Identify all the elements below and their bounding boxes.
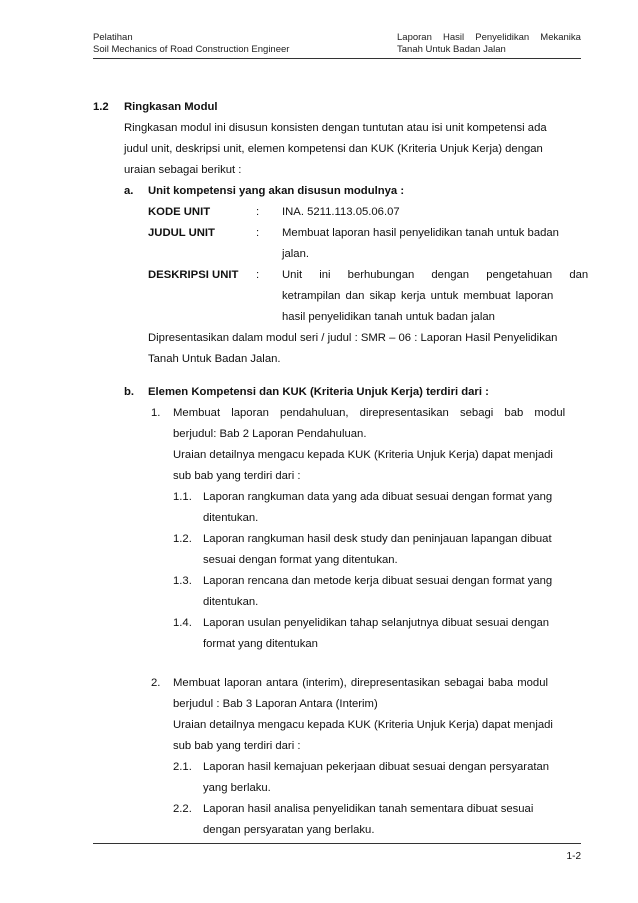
text-line: judul unit, deskripsi unit, elemen kompetensi dan KUK (Kriteria Unjuk Kerja) dengan (124, 143, 543, 155)
text-line: Uraian detailnya mengacu kepada KUK (Kriteria Unjuk Kerja) dapat menjadi (173, 719, 553, 731)
text-line: Membuat laporan antara (interim), direpresentasikan sebagai baba modul (173, 677, 548, 689)
part-a-note (148, 328, 581, 370)
unit-colon: : (256, 269, 260, 281)
section-number: 1.2 (93, 101, 109, 113)
header-course-title: Soil Mechanics of Road Construction Engineer (93, 44, 290, 55)
text-line: Laporan rangkuman hasil desk study dan peninjauan lapangan dibuat (203, 533, 552, 545)
sub-item (93, 613, 581, 634)
unit-value: ketrampilan dan sikap kerja untuk membuat laporan (282, 290, 554, 302)
sub-item-number: 1.2. (173, 533, 192, 545)
text-line: Laporan hasil analisa penyelidikan tanah sementara dibuat sesuai (203, 803, 534, 815)
part-b-label: b. (124, 386, 135, 398)
unit-value: Membuat laporan hasil penyelidikan tanah untuk badan (282, 227, 559, 239)
text-line: Laporan hasil kemajuan pekerjaan dibuat sesuai dengan persyaratan (203, 761, 550, 773)
unit-row-deskripsi-cont (93, 307, 581, 328)
page-content (93, 97, 589, 841)
sub-item-number: 1.3. (173, 575, 192, 587)
sub-item (93, 529, 581, 550)
text-line: ditentukan. (203, 512, 259, 524)
text-line: Laporan rangkuman data yang ada dibuat sesuai dengan format yang (203, 491, 553, 503)
text-line: yang berlaku. (203, 782, 271, 794)
text-line: berjudul: Bab 2 Laporan Pendahuluan. (173, 428, 367, 440)
sub-item (93, 799, 581, 820)
list-item (93, 403, 581, 655)
header-word: Laporan (397, 32, 432, 43)
footer-rule (93, 843, 581, 844)
item-number: 2. (151, 677, 161, 689)
sub-item-number: 1.4. (173, 617, 192, 629)
header-word: Mekanika (540, 32, 581, 43)
list-item (93, 673, 581, 841)
text-line: sesuai dengan format yang ditentukan. (203, 554, 398, 566)
unit-key: JUDUL UNIT (148, 227, 215, 239)
unit-row-kode (93, 202, 581, 223)
text-line: sub bab yang terdiri dari : (173, 470, 301, 482)
text-line: Ringkasan modul ini disusun konsisten dengan tuntutan atau isi unit kompetensi ada (124, 122, 547, 134)
text-line: Uraian detailnya mengacu kepada KUK (Kriteria Unjuk Kerja) dapat menjadi (173, 449, 553, 461)
part-a-heading (93, 181, 581, 202)
section-intro (124, 118, 581, 181)
text-line: format yang ditentukan (203, 638, 318, 650)
header-word: Hasil (443, 32, 465, 43)
unit-value: hasil penyelidikan tanah untuk badan jalan (282, 311, 495, 323)
text-line: Laporan usulan penyelidikan tahap selanjutnya dibuat sesuai dengan (203, 617, 550, 629)
sub-item (93, 571, 581, 592)
text-line: uraian sebagai berikut : (124, 164, 242, 176)
sub-item-number: 2.2. (173, 803, 192, 815)
unit-key: KODE UNIT (148, 206, 211, 218)
section-heading (93, 97, 581, 118)
unit-row-judul-cont (93, 244, 581, 265)
sub-item-number: 1.1. (173, 491, 192, 503)
item-number: 1. (151, 407, 161, 419)
part-b-heading (93, 382, 581, 403)
unit-value: jalan. (282, 248, 310, 260)
header-right (397, 32, 581, 56)
header-training-label: Pelatihan (93, 32, 133, 43)
part-b-title: Elemen Kompetensi dan KUK (Kriteria Unjuk Kerja) terdiri dari : (148, 386, 489, 398)
text-line: Laporan rencana dan metode kerja dibuat sesuai dengan format yang (203, 575, 553, 587)
unit-colon: : (256, 206, 260, 218)
unit-row-judul (93, 223, 581, 244)
unit-row-deskripsi-cont (93, 286, 581, 307)
text-line: Membuat laporan pendahuluan, direpresentasikan sebagi bab modul (173, 407, 566, 419)
sub-item (93, 757, 581, 778)
unit-table (93, 202, 589, 328)
unit-colon: : (256, 227, 260, 239)
part-a-label: a. (124, 185, 134, 197)
unit-value: INA. 5211.113.05.06.07 (282, 206, 400, 218)
sub-item-number: 2.1. (173, 761, 192, 773)
header-left (93, 32, 289, 56)
unit-value: Unit ini berhubungan dengan pengetahuan dan (282, 269, 589, 281)
text-line: Tanah Untuk Badan Jalan. (148, 353, 281, 365)
header-module-title (397, 32, 581, 44)
header-word: Penyelidikan (475, 32, 530, 43)
unit-key: DESKRIPSI UNIT (148, 269, 239, 281)
text-line: berjudul : Bab 3 Laporan Antara (Interim) (173, 698, 378, 710)
header-rule (93, 58, 581, 59)
unit-row-deskripsi (93, 265, 589, 286)
text-line: Dipresentasikan dalam modul seri / judul : SMR – 06 : Laporan Hasil Penyelidikan (148, 332, 558, 344)
sub-item (93, 487, 581, 508)
text-line: dengan persyaratan yang berlaku. (203, 824, 375, 836)
text-line: ditentukan. (203, 596, 259, 608)
header-module-subtitle: Tanah Untuk Badan Jalan (397, 44, 506, 55)
section-title: Ringkasan Modul (124, 101, 218, 113)
part-a-title: Unit kompetensi yang akan disusun modulnya : (148, 185, 405, 197)
text-line: sub bab yang terdiri dari : (173, 740, 301, 752)
page-number: 1-2 (566, 851, 581, 862)
